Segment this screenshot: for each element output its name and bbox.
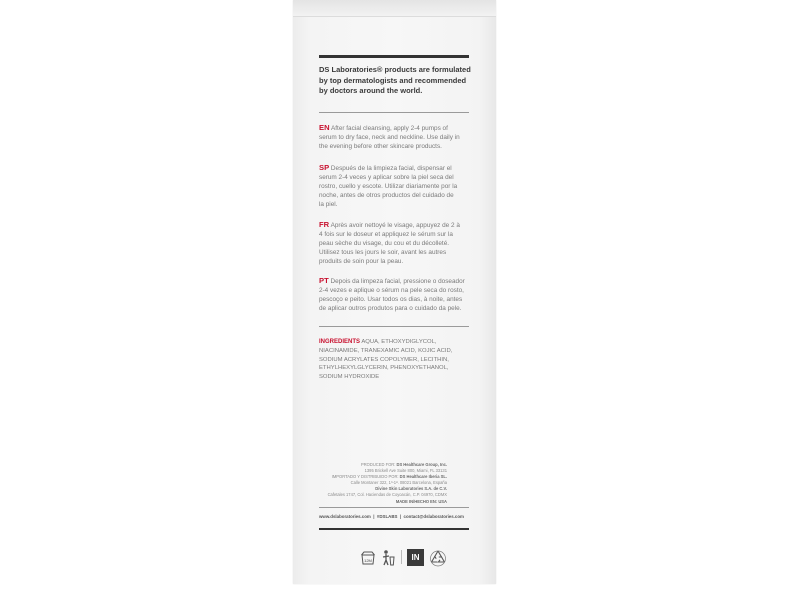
box-top-flap: [293, 0, 496, 17]
ingredients-divider: [319, 326, 469, 327]
brand-tagline: DS Laboratories® products are formulated by top dermatologists and recommended by doctors around the world.: [319, 65, 471, 95]
directions-sp: SP Después de la limpieza facial, dispensar el serum 2-4 veces y aplicar sobre la piel seca del rostro, cuello y escote. Utilizar diariamente por la noche, antes de otros productos del cuidado de la piel.: [319, 163, 458, 208]
contact-footer: www.dslaboratories.com | #DSLABS | contact@dslaboratories.com: [319, 514, 464, 519]
recycle-icon: [429, 549, 445, 565]
lang-code-en: EN: [319, 123, 330, 132]
ingredients-list: INGREDIENTS AQUA, ETHOXYDIGLYCOL, NIACINAMIDE, TRANEXAMIC ACID, KOJIC ACID, SODIUM ACRYLATES COPOLYMER, LECITHIN, ETHYLHEXYLGLYCERIN, PHENOXYETHANOL, SODIUM HYDROXIDE: [319, 339, 453, 381]
svg-text:12M: 12M: [364, 558, 372, 563]
tagline-divider: [319, 112, 469, 113]
pao-jar-icon: [359, 549, 375, 565]
directions-pt: PT Depois da limpeza facial, pressione o doseador 2-4 vezes e aplique o sérum na pele seca do rosto, pescoço e peito. Usar todos os dias, à noite, antes de aplicar outros produtos para o cuidado da pele.: [319, 276, 465, 312]
product-box-panel: [293, 0, 496, 584]
lang-code-sp: SP: [319, 163, 330, 172]
directions-en: EN After facial cleansing, apply 2-4 pumps of serum to dry face, neck and neckline. Use daily in the evening before other skincare products.: [319, 123, 460, 150]
hashtag-text: #DSLABS: [376, 514, 398, 519]
top-divider: [319, 55, 469, 58]
website-text: www.dslaboratories.com: [319, 514, 371, 519]
ingredients-label: INGREDIENTS: [319, 339, 361, 345]
tidy-man-icon: [380, 549, 396, 565]
contact-email: contact@dslaboratories.com: [403, 514, 464, 519]
footer-bottom-divider: [319, 528, 469, 530]
producer-info: PRODUCED FOR: DS Healthcare Group, Inc. 1395 Brickell Ave Suite 800, Miami, FL 33131 IMPORTADO Y DISTRIBUIDO POR: DS Healthcare Iberia SL. Calle Montaner 322, 1º-1ª. 08021 Barcelona, España Divine Skin Laboratories S.A. de C.V. Cafetales 1747, Col. Haciendas de Coyoacán, C.P. 04970, CDMX MADE IN/HECHO EN: USA: [327, 462, 447, 504]
lang-code-fr: FR: [319, 220, 330, 229]
lang-code-pt: PT: [319, 276, 329, 285]
in-badge: IN: [407, 549, 424, 566]
directions-fr: FR Après avoir nettoyé le visage, appuyez de 2 à 4 fois sur le doseur et appliquez le sérum sur la peau sèche du visage, du cou et du décolleté. Utilisez tous les jours le soir, avant les autres produits de soin pour la peau.: [319, 220, 460, 265]
regulatory-symbols: [359, 546, 445, 568]
footer-top-divider: [319, 507, 469, 508]
symbol-separator: [401, 550, 402, 564]
